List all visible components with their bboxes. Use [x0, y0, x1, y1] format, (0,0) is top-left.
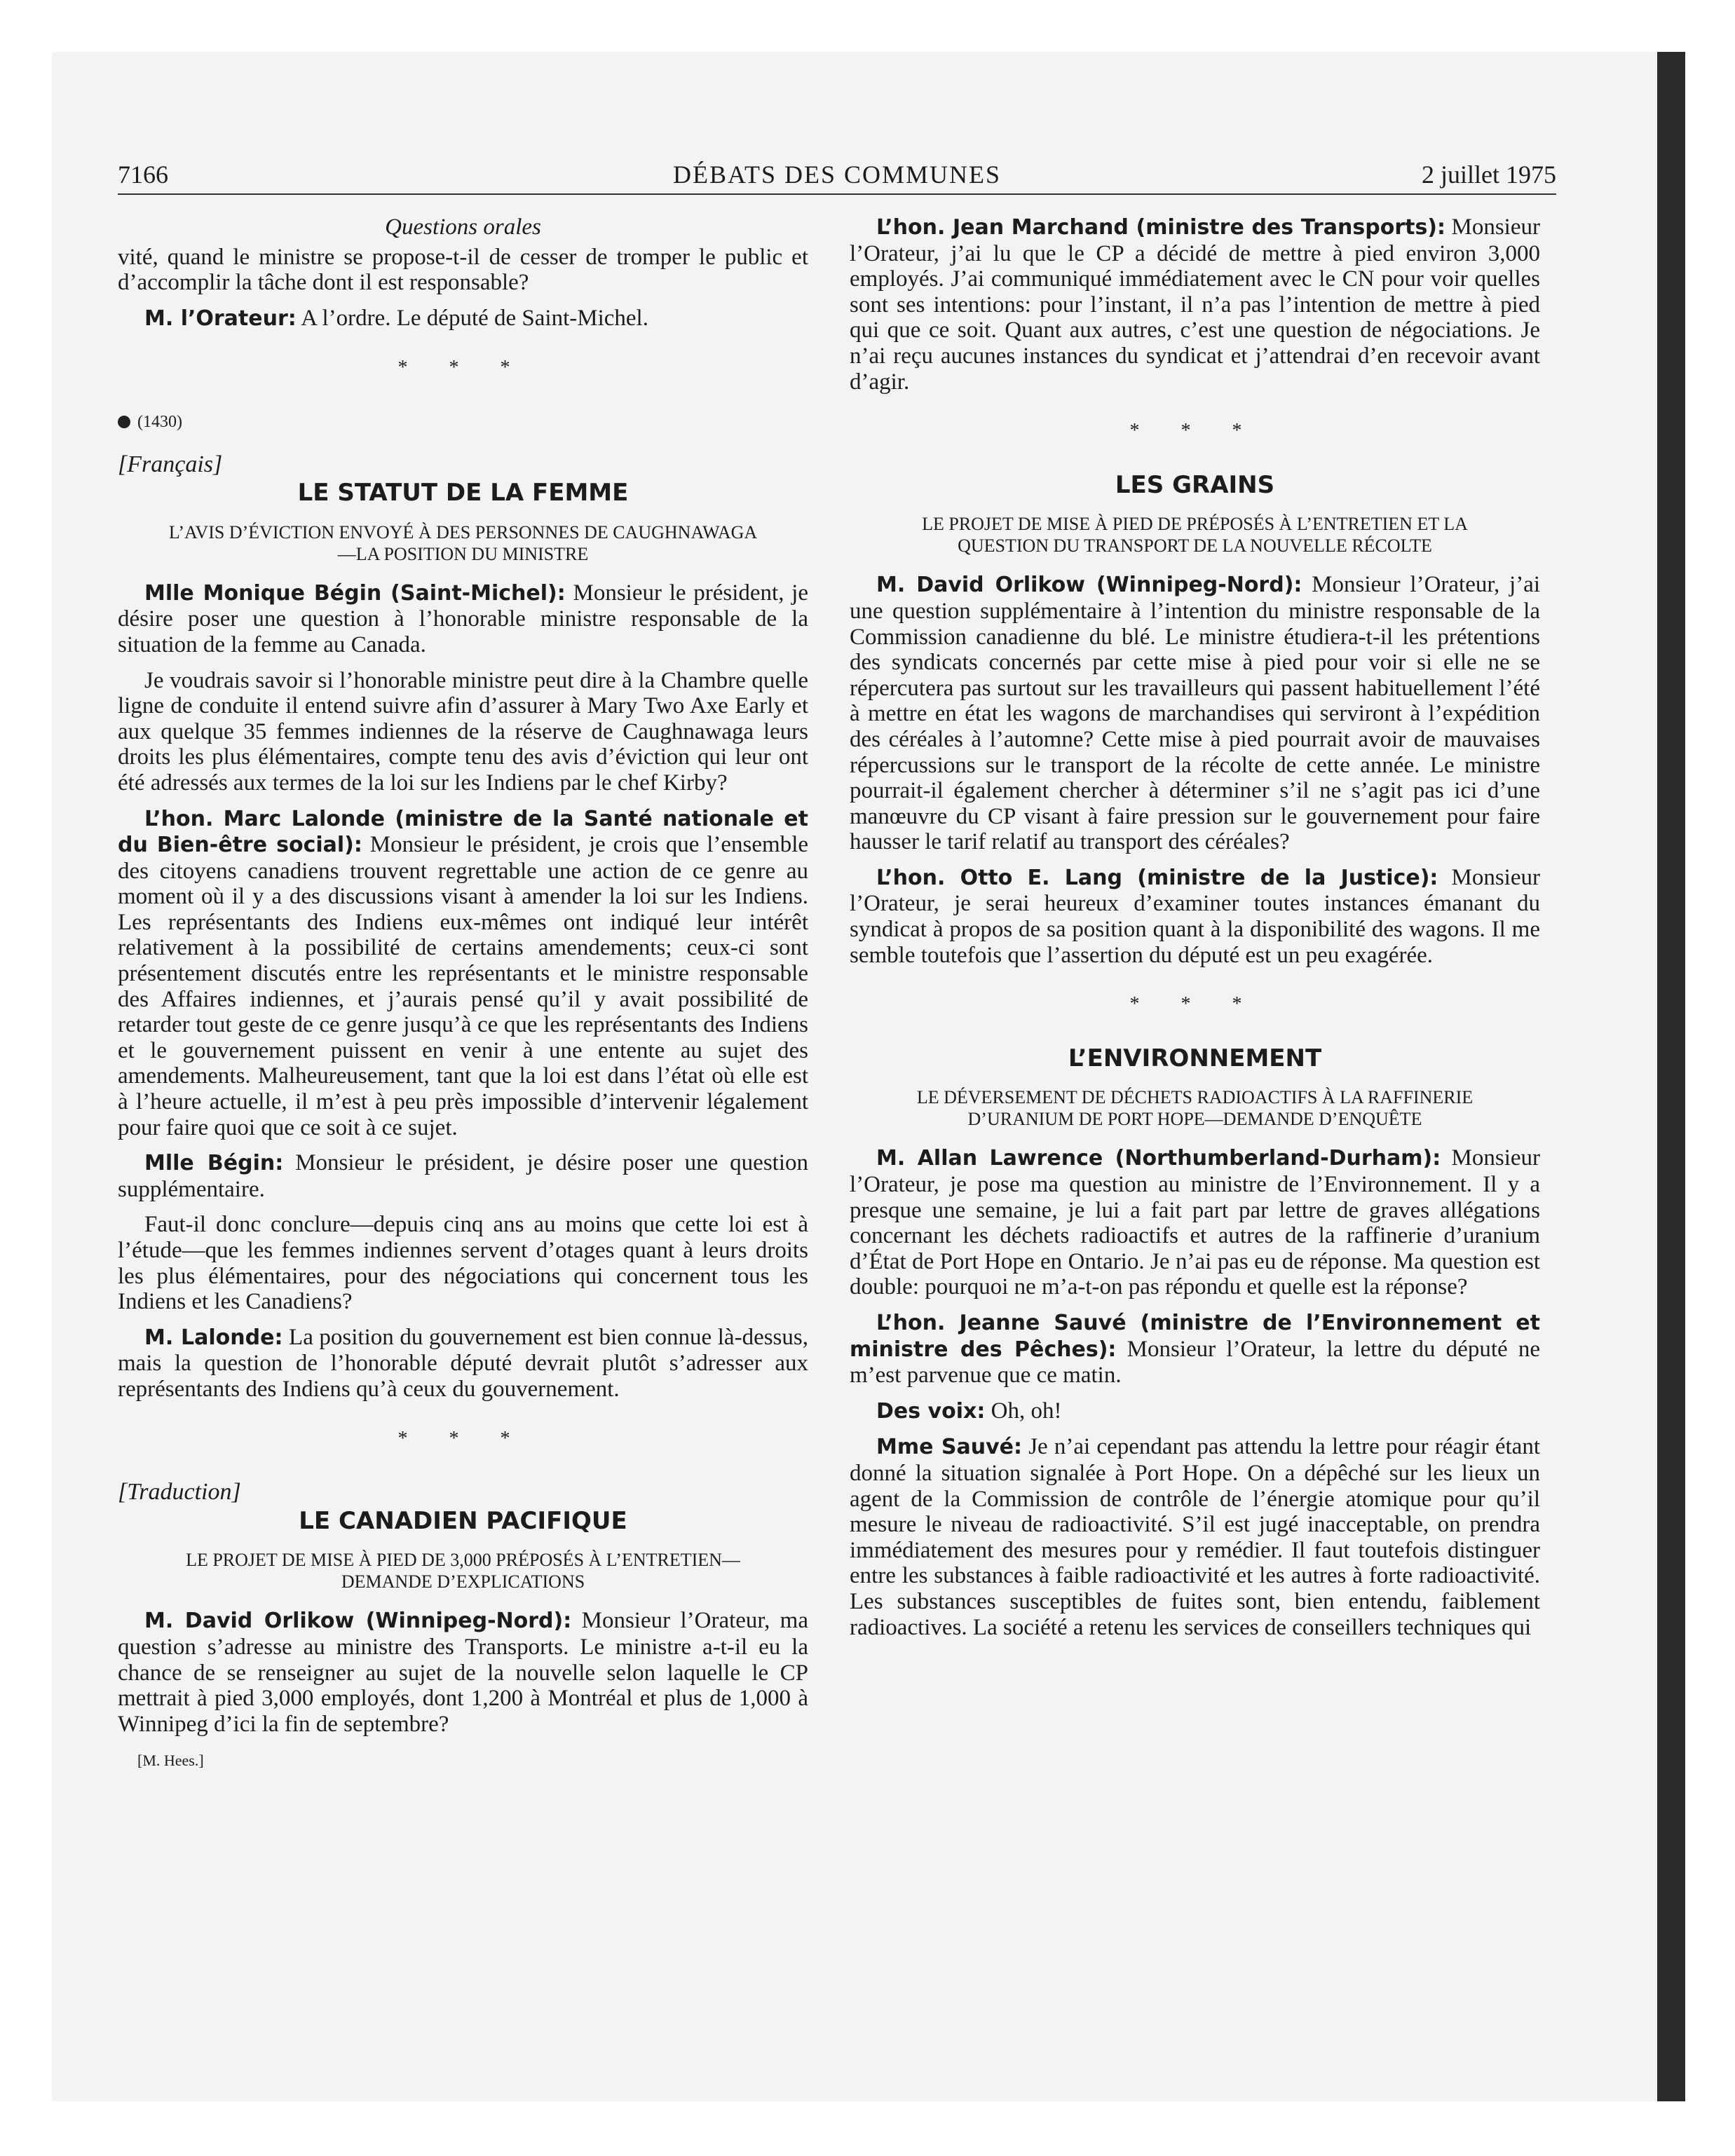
section-separator: * * * — [1129, 420, 1260, 442]
speaker-name: Des voix: — [876, 1398, 986, 1424]
speech — [118, 580, 808, 658]
bullet-icon — [118, 416, 130, 428]
speech — [118, 806, 808, 1141]
paragraph: vité, quand le ministre se propose-t-il de cesser de tromper le public et d’accomplir la tâche dont il est responsable? — [118, 244, 808, 296]
section-heading: LE STATUT DE LA FEMME — [297, 479, 629, 507]
speech-text: A l’ordre. Le député de Saint-Michel. — [296, 305, 648, 331]
speaker-name: L’hon. Marc Lalonde (ministre de la Santé nationale et du Bien-être social): — [118, 806, 808, 858]
language-note: [Français] — [118, 451, 223, 477]
section-separator: * * * — [397, 1427, 529, 1449]
paragraph: Faut-il donc conclure—depuis cinq ans au moins que cette loi est à l’étude—que les femmes indiennes servent d’otages quant à leurs droits les plus élémentaires, pour des négociations qui concernent tous les Indiens et les Canadiens? — [118, 1212, 808, 1315]
speech — [850, 572, 1540, 855]
speech — [118, 306, 808, 332]
section-heading: L’ENVIRONNEMENT — [1068, 1044, 1322, 1072]
section-heading: LE CANADIEN PACIFIQUE — [299, 1506, 627, 1535]
speaker-name: M. l’Orateur: — [144, 306, 297, 331]
journal-title: DÉBATS DES COMMUNES — [672, 161, 1002, 189]
speech-text: Monsieur l’Orateur, j’ai une question supplémentaire à l’intention du ministre responsable de la Commission canadienne du blé. Le ministre étudiera-t-il les prétentions des syndicats concernés par cette mise à pied pour voir si elle ne se répercutera pas surtout sur les travailleurs qui passent habituellement l’été à mettre en état les wagons de marchandises qui serviront à l’expédition des céréales à l’automne? Cette mise à pied pourrait avoir de mauvaises répercussions sur le transport de la récolte de cette année. Le ministre pourrait-il également chercher à déterminer s’il ne s’agit pas ici d’une manœuvre du CP visant à faire pression sur le gouvernement pour faire hausser le tarif relatif au transport des céréales? — [850, 572, 1541, 855]
section-separator: * * * — [1129, 993, 1260, 1016]
running-head: Questions orales — [385, 214, 541, 240]
speaker-name: Mlle Monique Bégin (Saint-Michel): — [144, 580, 566, 606]
speaker-name: M. Allan Lawrence (Northumberland-Durham): — [876, 1146, 1441, 1171]
speaker-name: L’hon. Jean Marchand (ministre des Transports): — [876, 215, 1446, 240]
speech — [850, 1145, 1540, 1300]
speaker-name: M. David Orlikow (Winnipeg-Nord): — [876, 573, 1302, 598]
section-separator: * * * — [397, 357, 529, 379]
section-subheading: L’AVIS D’ÉVICTION ENVOYÉ À DES PERSONNES DE CAUGHNAWAGA—LA POSITION DU MINISTRE — [168, 521, 758, 564]
speaker-name: Mlle Bégin: — [144, 1151, 284, 1176]
speech-text: Monsieur le président, je désire poser une question supplémentaire. — [118, 1150, 808, 1202]
speech-text: Monsieur le président, je crois que l’ensemble des citoyens canadiens trouvent regrettable une action de ce genre au moment où il y a des discussions visant à amender la loi sur les Indiens. Les représentants des Indiens eux-mêmes ont indiqué leur intérêt relativement à la possibilité de certains amendements; ceux-ci sont présentement discutés entre les représentants et le ministre responsable des Affaires indiennes, et j’aurais pensé qu’il y avait possibilité de retarder tout geste de ce genre jusqu’à ce que les représentants des Indiens et le gouvernement puissent en venir à une entente au sujet des amendements. Malheureusement, tant que la loi est dans l’état où elle est à l’heure actuelle, il m’est à peu près impossible d’intervenir légalement pour faire quoi que ce soit à ce sujet. — [118, 832, 809, 1140]
speech-text: Monsieur l’Orateur, j’ai lu que le CP a décidé de mettre à pied environ 3,000 employés. J’ai communiqué immédiatement avec le CN pour voir quelles sont ses intentions: pour l’instant, il n’a pas l’intention de mettre à pied qui que ce soit. Quant aux autres, c’est une question de négociations. Je n’ai reçu aucunes instances du syndicat et j’attendrai d’en recevoir avant d’agir. — [850, 214, 1540, 395]
section-subheading: LE PROJET DE MISE À PIED DE 3,000 PRÉPOSÉS À L’ENTRETIEN—DEMANDE D’EXPLICATIONS — [186, 1550, 740, 1592]
speaker-name: L’hon. Otto E. Lang (ministre de la Justice): — [876, 865, 1438, 890]
time-marker — [118, 409, 808, 435]
page-header — [118, 160, 1556, 195]
speaker-name: L’hon. Jeanne Sauvé (ministre de l’Environnement et ministre des Pêches): — [850, 1311, 1540, 1362]
footnote: [M. Hees.] — [137, 1752, 204, 1770]
time-marker-text: (1430) — [137, 412, 182, 431]
section-subheading: LE DÉVERSEMENT DE DÉCHETS RADIOACTIFS À LA RAFFINERIE D’URANIUM DE PORT HOPE—DEMANDE D’ENQUÊTE — [916, 1087, 1474, 1130]
speech-text: Monsieur l’Orateur, je pose ma question au ministre de l’Environnement. Il y a presque une semaine, je lui a fait part par lettre de graves allégations concernant les déchets radioactifs et autres de la raffinerie d’uranium d’État de Port Hope en Ontario. Je n’ai pas eu de réponse. Ma question est double: pourquoi ne m’a-t-on pas répondu et quelle est la réponse? — [850, 1145, 1541, 1300]
left-column — [118, 214, 808, 1774]
speech — [850, 865, 1540, 968]
speech — [118, 1325, 808, 1403]
section-heading: LES GRAINS — [1115, 470, 1275, 499]
language-note: [Traduction] — [118, 1479, 241, 1506]
paragraph: Je voudrais savoir si l’honorable ministre peut dire à la Chambre quelle ligne de conduite il entend suivre afin d’assurer à Mary Two Axe Early et aux quelque 35 femmes indiennes de la réserve de Caughnawaga leurs droits les plus élémentaires, compte tenu des avis d’éviction qui leur ont été adressés aux termes de la loi sur les Indiens par le chef Kirby? — [118, 667, 808, 796]
speech — [850, 1398, 1540, 1425]
speech — [850, 1434, 1540, 1640]
speaker-name: Mme Sauvé: — [876, 1435, 1022, 1460]
speech-text: Monsieur l’Orateur, je serai heureux d’examiner toutes instances émanant du syndicat à propos de sa position quant à la disponibilité des wagons. Il me semble toutefois que l’assertion du député est un peu exagérée. — [850, 864, 1540, 968]
issue-date: 2 juillet 1975 — [1422, 161, 1556, 189]
page-number: 7166 — [118, 161, 168, 189]
speech-text: Monsieur l’Orateur, la lettre du député ne m’est parvenue que ce matin. — [850, 1336, 1541, 1389]
right-column — [850, 214, 1540, 1650]
section-subheading: LE PROJET DE MISE À PIED DE PRÉPOSÉS À L’ENTRETIEN ET LA QUESTION DU TRANSPORT DE LA NOUVELLE RÉCOLTE — [922, 514, 1468, 557]
speech — [118, 1608, 808, 1737]
speech-text: La position du gouvernement est bien connue là-dessus, mais la question de l’honorable député devrait plutôt s’adresser aux représentants des Indiens qu’à ceux du gouvernement. — [118, 1324, 808, 1402]
scan-edge — [1657, 52, 1685, 2101]
speech-text: Oh, oh! — [985, 1398, 1062, 1424]
speech-text: Monsieur l’Orateur, ma question s’adresse au ministre des Transports. Le ministre a-t-il eu la chance de se renseigner au sujet de la nouvelle selon laquelle le CP mettrait à pied 3,000 employés, dont 1,200 à Montréal et plus de 1,000 à Winnipeg d’ici la fin de septembre? — [118, 1608, 808, 1737]
speech — [118, 1150, 808, 1202]
speaker-name: M. David Orlikow (Winnipeg-Nord): — [144, 1609, 572, 1634]
speech-text: Je n’ai cependant pas attendu la lettre pour réagir étant donné la situation signalée à Port Hope. On a dépêché sur les lieux un agent de la Commission de contrôle de l’énergie atomique pour qu’il mesure le niveau de radioactivité. S’il est jugé inacceptable, on prendra immédiatement des mesures pour y remédier. Il faut toutefois distinguer entre les substances à faible radioactivité et les autres à forte radioactivité. Les substances susceptibles de fuites sont, bien entendu, faiblement radioactives. La société a retenu les services de conseillers techniques qui — [850, 1434, 1540, 1640]
speech — [850, 214, 1540, 395]
speech — [850, 1310, 1540, 1389]
speaker-name: M. Lalonde: — [144, 1325, 283, 1350]
speech-text: Monsieur le président, je désire poser une question à l’honorable ministre responsable de la situation de la femme au Canada. — [118, 580, 808, 657]
